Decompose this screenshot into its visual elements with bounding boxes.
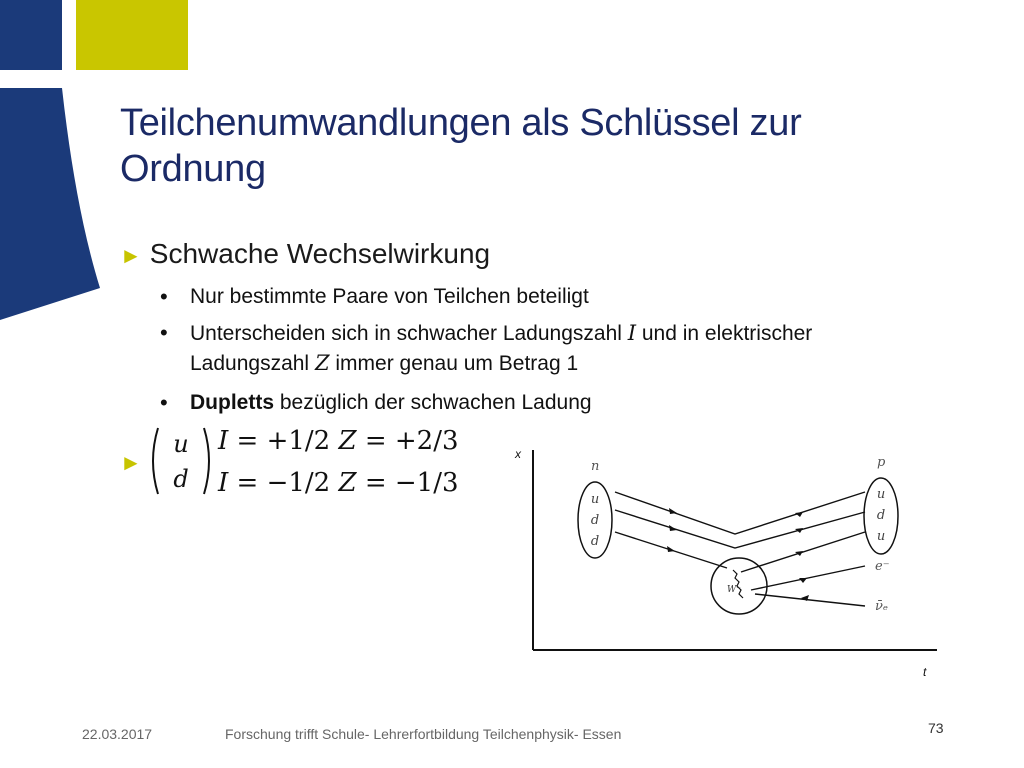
- corner-block-yellow: [76, 0, 188, 70]
- bullet-text-part: und in elektrischer: [636, 322, 813, 345]
- y-axis-label: x: [515, 447, 521, 461]
- x-axis-label: t: [923, 665, 927, 679]
- proton-quark-3: u: [876, 529, 886, 544]
- symbol-Z: Z: [314, 351, 330, 375]
- footer-text: Forschung trifft Schule- Lehrerfortbildung Teilchenphysik- Essen: [225, 726, 622, 742]
- doublet-bottom: d: [173, 465, 189, 493]
- slide-title: Teilchenumwandlungen als Schlüssel zur Ordnung: [120, 102, 802, 190]
- neutron-quark-3: d: [590, 534, 600, 549]
- proton-quark-1: u: [876, 487, 886, 502]
- arrowhead: [669, 508, 677, 514]
- w-boson-label: W⁻: [727, 585, 742, 595]
- heading-text: Schwache Wechselwirkung: [149, 238, 491, 269]
- bullet-text-part: Ladungszahl: [190, 352, 315, 375]
- arrow-bullet-icon: ►: [120, 450, 142, 475]
- bold-term: Dupletts: [190, 391, 274, 414]
- symbol-Z: Z: [338, 468, 357, 498]
- antineutrino-label: ν̄ₑ: [875, 599, 888, 614]
- corner-wave-blue: [0, 88, 100, 320]
- doublet-row-2: [218, 468, 459, 498]
- neutron-quark-1: u: [590, 492, 600, 507]
- quark-line-middle: [615, 510, 865, 548]
- heading-weak-interaction: [120, 238, 490, 270]
- page-number: 73: [928, 720, 944, 736]
- arrowhead: [667, 546, 675, 552]
- footer-date: 22.03.2017: [82, 726, 153, 742]
- corner-block-blue: [0, 0, 62, 70]
- electron-line: [751, 566, 865, 590]
- value-I: = +1/2: [228, 426, 331, 456]
- doublet-vector: [146, 424, 216, 498]
- proton-label: p: [877, 455, 886, 470]
- bullet-text-part: bezüglich der schwachen Ladung: [274, 391, 592, 414]
- bullet-text-part: Unterscheiden sich in schwacher Ladungszahl: [190, 322, 628, 345]
- neutron-quark-2: d: [590, 513, 600, 528]
- value-Z: = −1/3: [356, 468, 459, 498]
- quark-line-top: [615, 492, 865, 534]
- feynman-diagram: [505, 440, 945, 685]
- bullet-text-line2: [190, 348, 578, 379]
- electron-label: e⁻: [875, 559, 890, 574]
- doublet-row-1: [218, 426, 459, 456]
- bullet-dot-icon: •: [160, 320, 168, 345]
- bullet-dot-icon: •: [160, 390, 168, 415]
- symbol-I: I: [218, 426, 229, 456]
- left-paren: [153, 428, 158, 494]
- neutron-label: n: [591, 459, 600, 474]
- value-Z: = +2/3: [356, 426, 459, 456]
- doublet-top: u: [173, 430, 189, 458]
- antineutrino-line: [755, 594, 865, 606]
- symbol-I: I: [218, 468, 229, 498]
- bullet-text-line1: [190, 318, 812, 349]
- bullet-dot-icon: •: [160, 284, 168, 309]
- right-paren: [204, 428, 209, 494]
- proton-quark-2: d: [876, 508, 886, 523]
- arrowhead: [669, 525, 677, 531]
- bullet-text: [190, 388, 592, 418]
- arrow-bullet-icon: ►: [120, 243, 142, 268]
- symbol-I: I: [627, 321, 637, 345]
- symbol-Z: Z: [338, 426, 357, 456]
- bullet-text-part: immer genau um Betrag 1: [329, 352, 579, 375]
- value-I: = −1/2: [228, 468, 331, 498]
- bullet-text: Nur bestimmte Paare von Teilchen beteiligt: [190, 285, 589, 308]
- arrowhead: [799, 578, 807, 583]
